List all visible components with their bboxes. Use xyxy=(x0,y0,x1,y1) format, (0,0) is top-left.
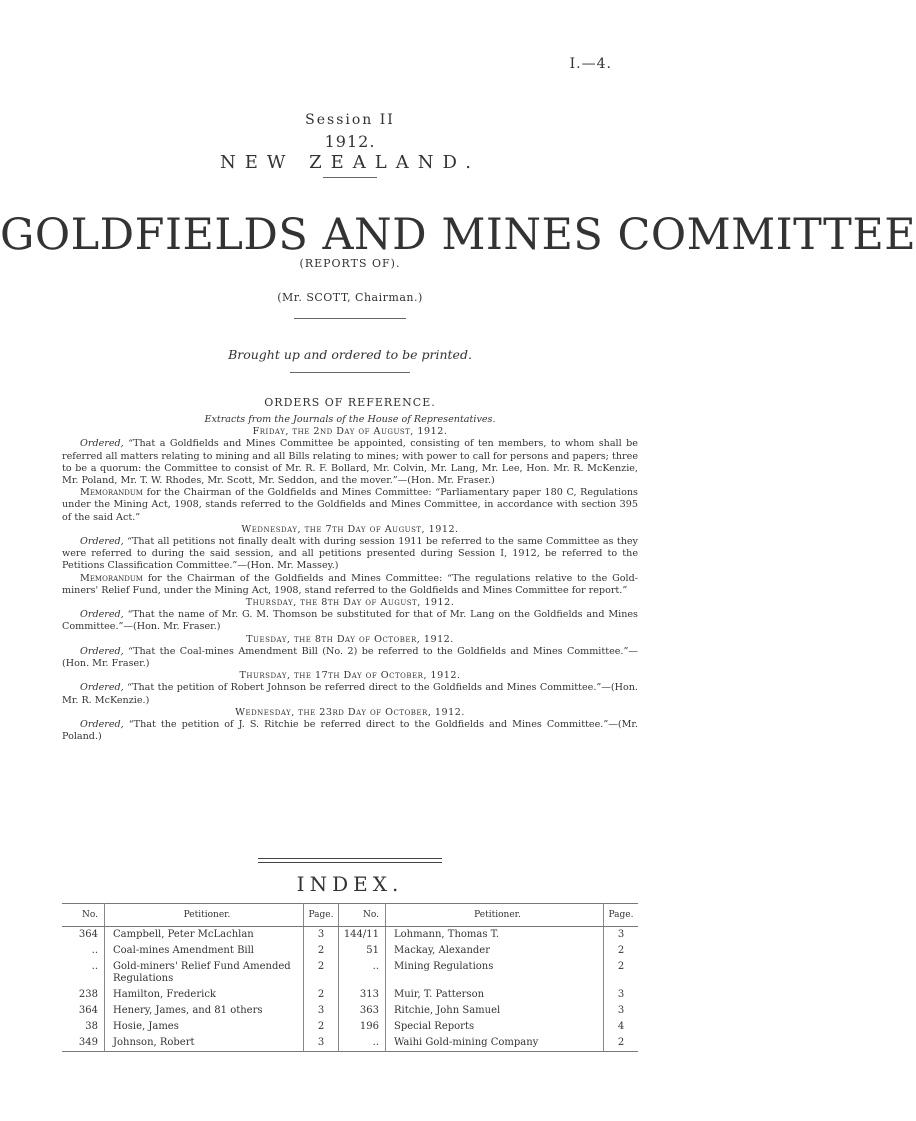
order-paragraph xyxy=(62,438,638,487)
session-label: Session II xyxy=(305,112,395,128)
date-heading: Friday, the 2nd Day of August, 1912. xyxy=(252,426,448,438)
memorandum-text: for the Chairman of the Goldfields and Mines Committee: “Parliamentary paper 180 C, Regulations under the Mining Act, 1908, stands referred to the Goldfields and Mines Committee, in accordance with section 395 of the said Act.” xyxy=(62,487,638,523)
table-row xyxy=(62,987,638,1003)
order-paragraph xyxy=(62,646,638,670)
ordered-label: Ordered, xyxy=(80,438,124,450)
petitioner-name: Gold-miners' Relief Fund Amended Regulations xyxy=(113,961,291,984)
petitioner-name: Henery, James, and 81 others xyxy=(113,1005,263,1016)
petitioner-name: Hosie, James xyxy=(113,1021,179,1032)
page-number: 3 xyxy=(304,1035,339,1052)
order-text: “That the petition of Robert Johnson be referred direct to the Goldfields and Mines Committee.”—(Hon. Mr. R. McKenzie.) xyxy=(62,682,638,706)
orders-of-reference xyxy=(62,414,638,743)
page-number: 2 xyxy=(304,987,339,1003)
petitioner-name: Waihi Gold-mining Company xyxy=(394,1037,539,1048)
entry-number: 364 xyxy=(62,1003,105,1019)
entry-number: 38 xyxy=(62,1019,105,1035)
date-heading: Thursday, the 8th Day of August, 1912. xyxy=(245,597,455,609)
date-heading: Wednesday, the 23rd Day of October, 1912. xyxy=(235,706,465,718)
date-heading: Thursday, the 17th Day of October, 1912. xyxy=(239,670,461,682)
petitioner-name: Special Reports xyxy=(394,1021,475,1032)
memorandum-paragraph xyxy=(62,573,638,597)
order-paragraph xyxy=(62,536,638,573)
memorandum-label: Memorandum xyxy=(80,487,143,499)
petitioner-name: Coal-mines Amendment Bill xyxy=(113,945,255,956)
page-number: 4 xyxy=(604,1019,639,1035)
page-number: 2 xyxy=(604,1035,639,1052)
date-heading: Wednesday, the 7th Day of August, 1912. xyxy=(241,523,459,535)
entry-number: .. xyxy=(339,959,386,987)
extracts-line: Extracts from the Journals of the House of Representatives. xyxy=(204,414,496,425)
page-number: 2 xyxy=(604,959,639,987)
page-identifier: I.—4. xyxy=(569,56,612,72)
column-header-page: Page. xyxy=(304,904,339,927)
order-text: “That the name of Mr. G. M. Thomson be substituted for that of Mr. Lang on the Goldfields and Mines Committee.”—(Hon. Mr. Fraser.) xyxy=(62,609,638,633)
chairman-line: (Mr. SCOTT, Chairman.) xyxy=(277,291,423,304)
entry-number: 349 xyxy=(62,1035,105,1052)
column-header-petitioner: Petitioner. xyxy=(386,904,604,927)
entry-number: 51 xyxy=(339,943,386,959)
table-row xyxy=(62,1003,638,1019)
order-text: “That the Coal-mines Amendment Bill (No. 2) be referred to the Goldfields and Mines Committee.”—(Hon. Mr. Fraser.) xyxy=(62,645,638,670)
index-header-row xyxy=(62,904,638,927)
document-subtitle: (REPORTS OF). xyxy=(299,257,401,270)
column-header-page: Page. xyxy=(604,904,639,927)
order-paragraph xyxy=(62,609,638,633)
petitioner-name: Ritchie, John Samuel xyxy=(394,1005,501,1016)
brought-rule xyxy=(290,372,410,373)
table-row xyxy=(62,943,638,959)
section-divider xyxy=(258,858,442,863)
country-label: NEW ZEALAND. xyxy=(220,152,480,173)
ordered-label: Ordered, xyxy=(80,719,124,731)
page-number: 3 xyxy=(604,927,639,944)
petitioner-name: Mining Regulations xyxy=(394,961,494,972)
entry-number: 144/11 xyxy=(339,927,386,944)
column-header-no: No. xyxy=(339,904,386,927)
page-number: 3 xyxy=(604,987,639,1003)
entry-number: .. xyxy=(62,943,105,959)
column-header-petitioner: Petitioner. xyxy=(105,904,304,927)
brought-up-line: Brought up and ordered to be printed. xyxy=(228,347,472,362)
entry-number: 313 xyxy=(339,987,386,1003)
petitioner-name: Hamilton, Frederick xyxy=(113,989,216,1000)
page-number: 2 xyxy=(304,959,339,987)
petitioner-name: Muir, T. Patterson xyxy=(394,989,485,1000)
ordered-label: Ordered, xyxy=(80,536,124,548)
index-table xyxy=(62,903,638,1052)
ordered-label: Ordered, xyxy=(80,645,124,657)
page-number: 3 xyxy=(304,1003,339,1019)
petitioner-name: Mackay, Alexander xyxy=(394,945,490,956)
page-number: 2 xyxy=(304,1019,339,1035)
memorandum-text: for the Chairman of the Goldfields and Mines Committee: “The regulations relative to the Gold-miners' Relief Fund, under the Mining Act, 1908, stand referred to the Goldfields and Mines Committee for report.” xyxy=(62,572,638,596)
column-header-no: No. xyxy=(62,904,105,927)
entry-number: 196 xyxy=(339,1019,386,1035)
index-heading: INDEX. xyxy=(296,872,404,896)
year-label: 1912. xyxy=(324,132,376,151)
document-title: GOLDFIELDS AND MINES COMMITTEE xyxy=(0,210,916,260)
petitioner-name: Lohmann, Thomas T. xyxy=(394,929,500,940)
table-row xyxy=(62,1019,638,1035)
order-text: “That the petition of J. S. Ritchie be referred direct to the Goldfields and Mines Committee.”—(Mr. Poland.) xyxy=(62,719,638,743)
index-body xyxy=(62,927,638,1052)
order-paragraph xyxy=(62,682,638,706)
chairman-rule xyxy=(294,318,406,319)
orders-heading: ORDERS OF REFERENCE. xyxy=(264,396,436,409)
page-number: 3 xyxy=(304,927,339,944)
page-number: 2 xyxy=(304,943,339,959)
entry-number: .. xyxy=(339,1035,386,1052)
ordered-label: Ordered, xyxy=(80,682,124,694)
entry-number: 238 xyxy=(62,987,105,1003)
entry-number: 363 xyxy=(339,1003,386,1019)
date-heading: Tuesday, the 8th Day of October, 1912. xyxy=(246,633,454,645)
table-row xyxy=(62,1035,638,1052)
ordered-label: Ordered, xyxy=(80,609,124,621)
order-text: “That a Goldfields and Mines Committee be appointed, consisting of ten members, to whom shall be referred all matters relating to mining and all Bills relating to mines; with power to call for persons and papers; three to be a quorum: the Committee to consist of Mr. R. F. Bollard, Mr. Colvin, Mr. Lang, Mr. Lee, Hon. Mr. R. McKenzie, Mr. Poland, Mr. T. W. Rhodes, Mr. Scott, Mr. Seddon, and the mover.”—(Hon. Mr. Fraser.) xyxy=(62,438,638,487)
page-number: 2 xyxy=(604,943,639,959)
petitioner-name: Campbell, Peter McLachlan xyxy=(113,929,254,940)
order-paragraph xyxy=(62,719,638,743)
petitioner-name: Johnson, Robert xyxy=(113,1037,195,1048)
entry-number: .. xyxy=(62,959,105,987)
memorandum-label: Memorandum xyxy=(80,572,143,584)
table-row xyxy=(62,927,638,944)
entry-number: 364 xyxy=(62,927,105,944)
memorandum-paragraph xyxy=(62,487,638,524)
table-row xyxy=(62,959,638,987)
order-text: “That all petitions not finally dealt with during session 1911 be referred to the same Committee as they were referred to during the said session, and all petitions presented during Session I, 1912, be referred to the Petitions Classification Committee.”—(Hon. Mr. Massey.) xyxy=(62,536,638,572)
page-number: 3 xyxy=(604,1003,639,1019)
header-rule xyxy=(323,177,377,178)
